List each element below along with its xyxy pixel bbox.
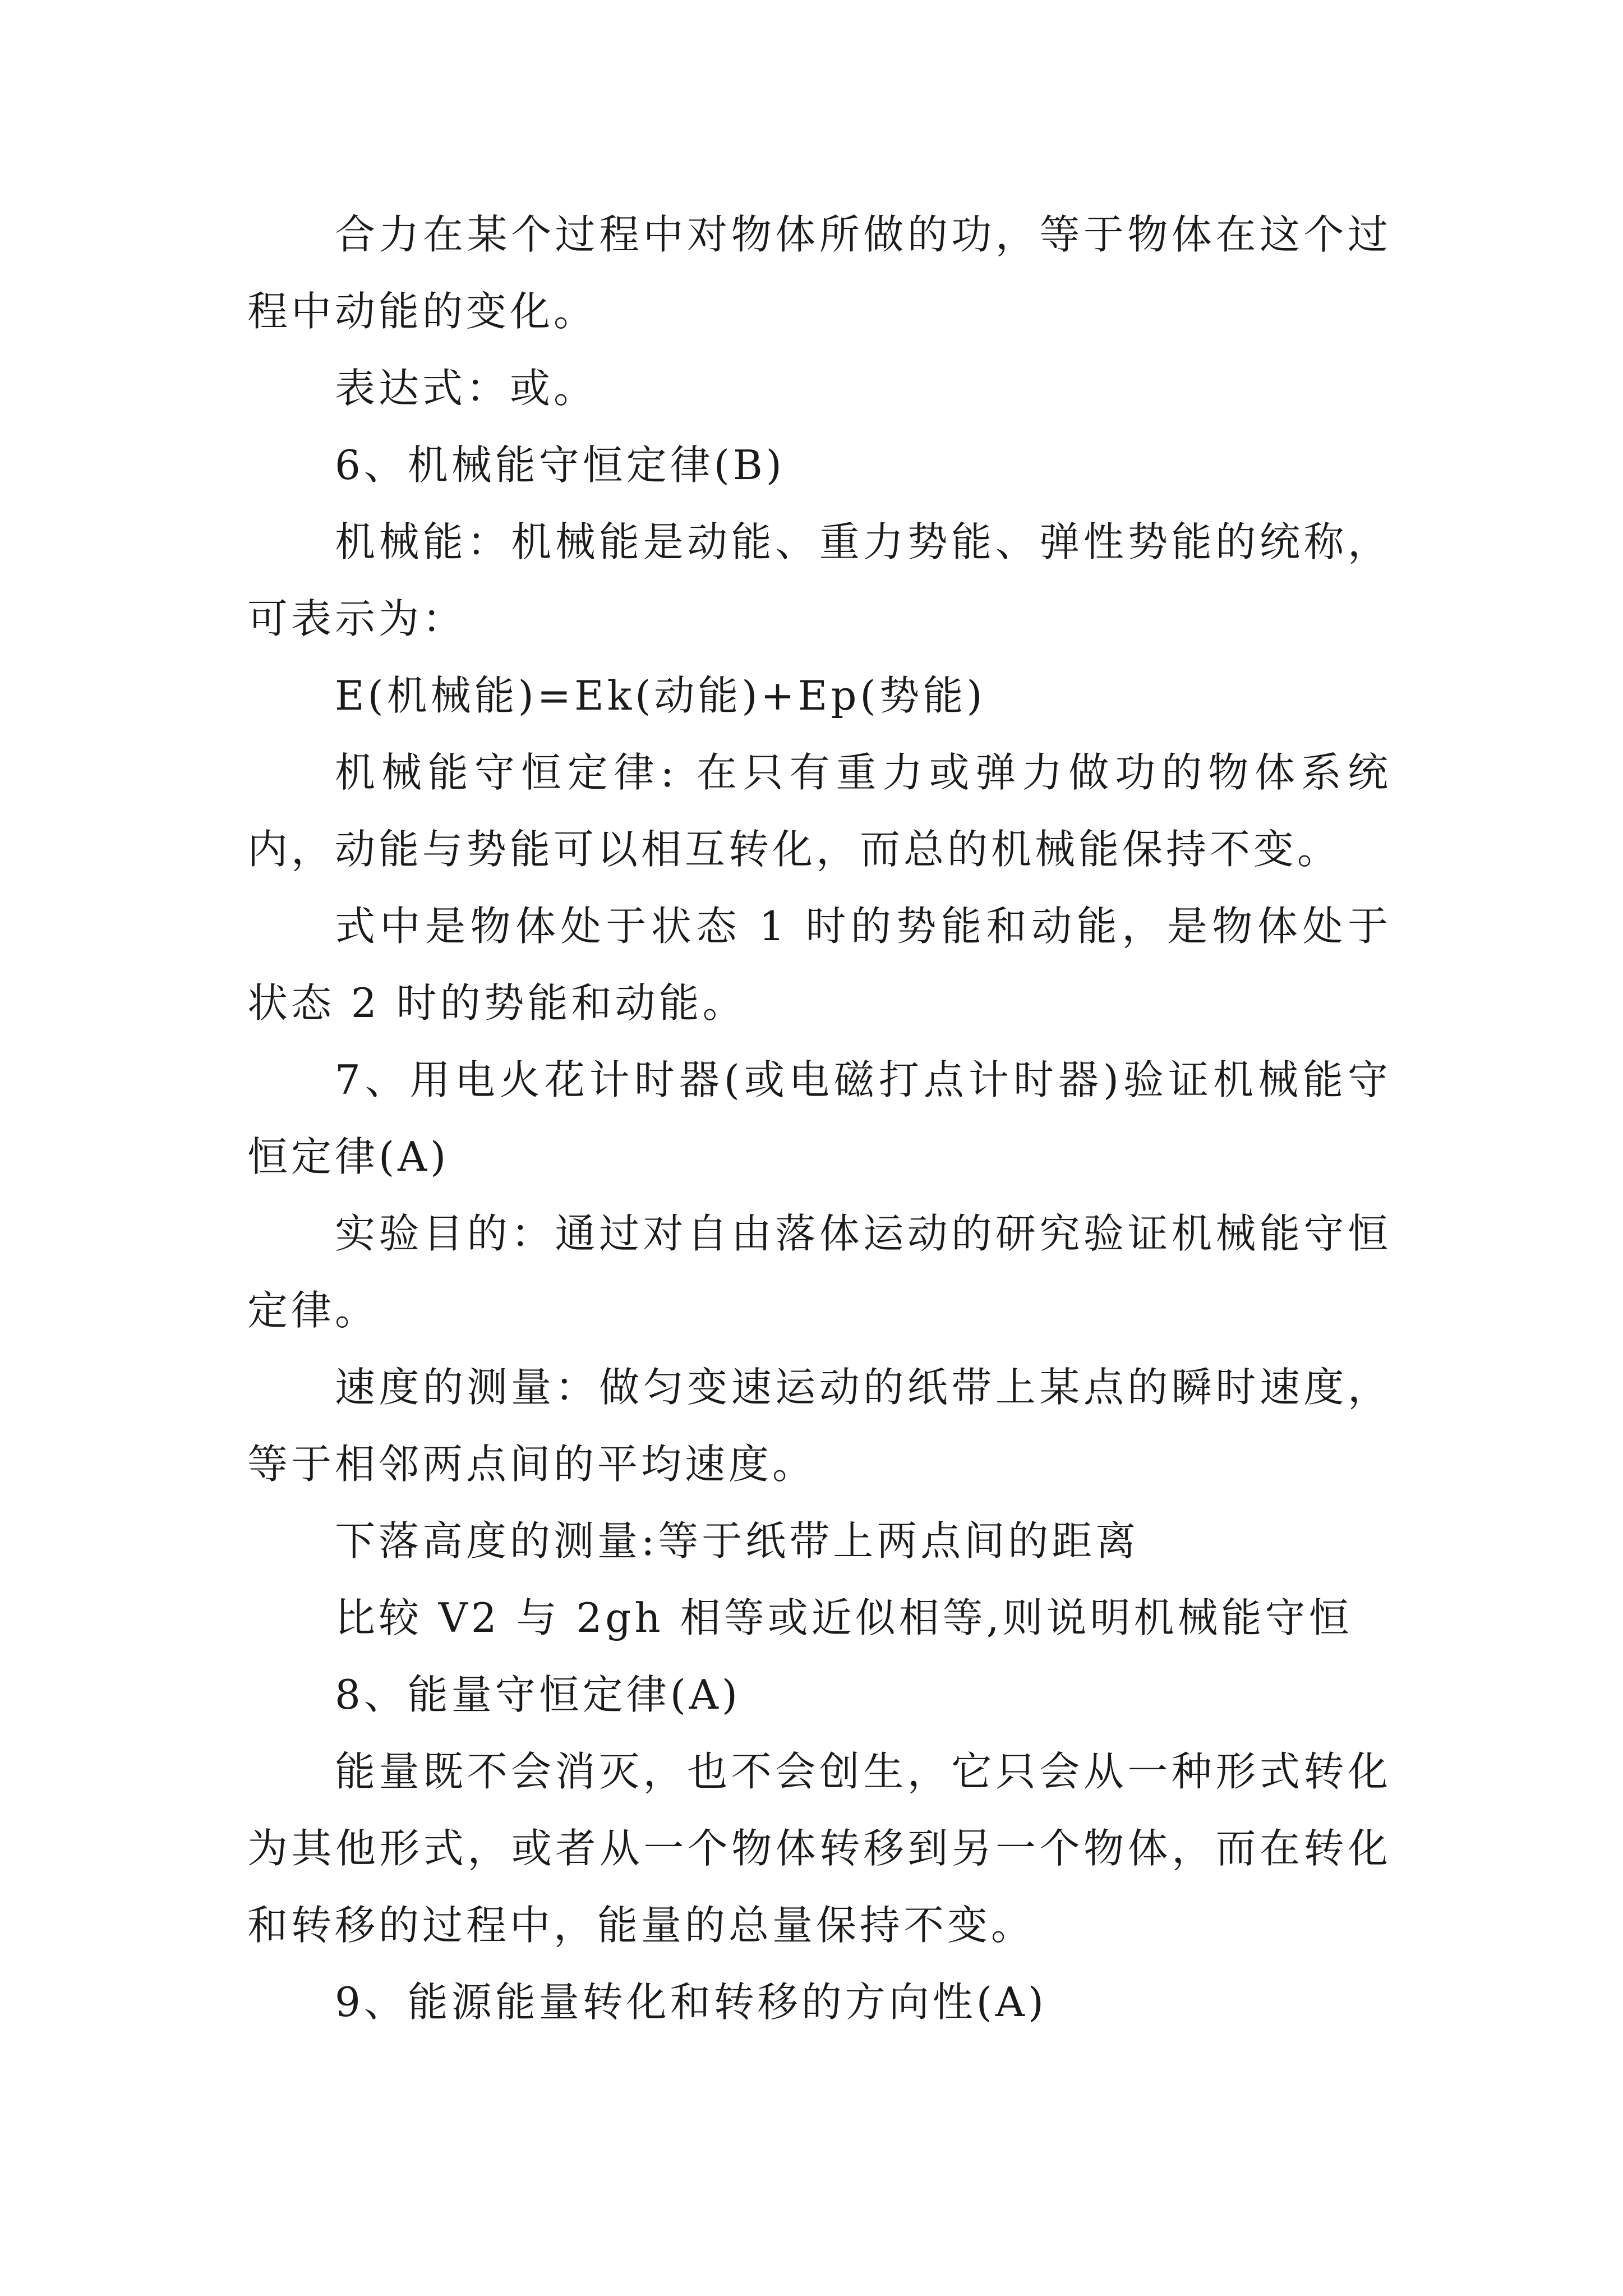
paragraph-conservation-law: 机械能守恒定律: 在只有重力或弹力做功的物体系统内，动能与势能可以相互转化，而总的机械能保持不变。 [247,749,1391,873]
paragraph-expression: 表达式：或。 [335,365,598,412]
document-body [247,196,1391,2041]
section-heading-9: 9、能源能量转化和转移的方向性(A) [335,1978,1047,2026]
paragraph-height-measurement: 下落高度的测量:等于纸带上两点间的距离 [335,1517,1140,1565]
paragraph-velocity-measurement: 速度的测量：做匀变速运动的纸带上某点的瞬时速度，等于相邻两点间的平均速度。 [247,1364,1391,1488]
paragraph-energy-conservation: 能量既不会消灭，也不会创生，它只会从一种形式转化为其他形式，或者从一个物体转移到另一个物体，而在转化和转移的过程中，能量的总量保持不变。 [247,1748,1391,1949]
section-heading-6: 6、机械能守恒定律(B) [335,441,785,489]
paragraph-mechanical-energy-definition: 机械能：机械能是动能、重力势能、弹性势能的统称，可表示为： [247,518,1391,642]
paragraph-work-energy-theorem: 合力在某个过程中对物体所做的功，等于物体在这个过程中动能的变化。 [247,211,1391,335]
paragraph-comparison: 比较 V2 与 2gh 相等或近似相等,则说明机械能守恒 [335,1594,1353,1641]
paragraph-formula-explanation: 式中是物体处于状态 1 时的势能和动能，是物体处于状态 2 时的势能和动能。 [247,903,1391,1027]
section-heading-7: 7、用电火花计时器(或电磁打点计时器)验证机械能守恒定律(A) [247,1056,1391,1180]
paragraph-mechanical-energy-formula: E(机械能)=Ek(动能)+Ep(势能) [335,672,986,719]
paragraph-experiment-purpose: 实验目的：通过对自由落体运动的研究验证机械能守恒定律。 [247,1210,1391,1334]
section-heading-8: 8、能量守恒定律(A) [335,1671,741,1718]
